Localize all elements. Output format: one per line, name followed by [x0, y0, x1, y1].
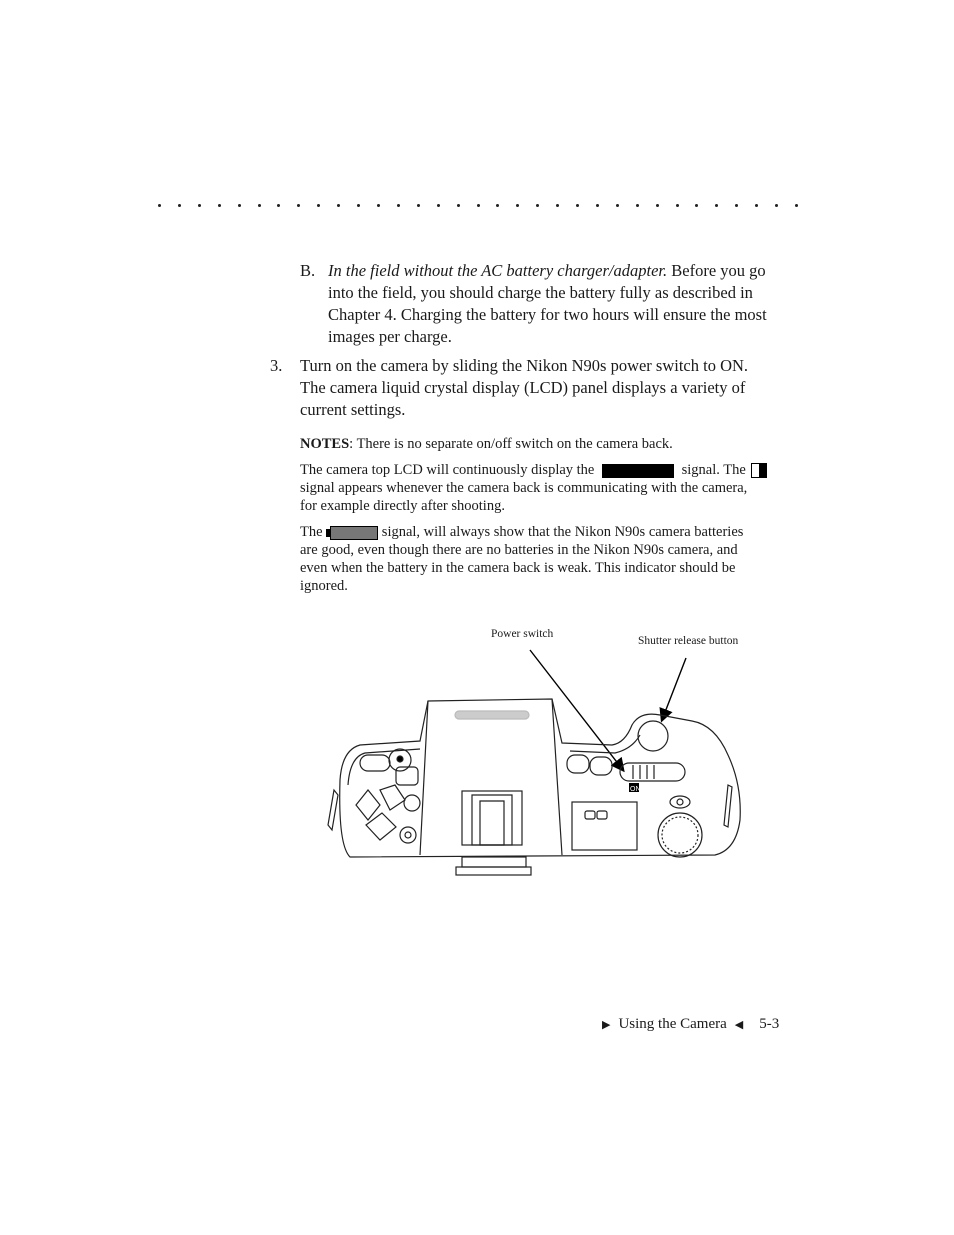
camera-top-illustration	[320, 645, 760, 880]
caption-shutter-release: Shutter release button	[638, 635, 739, 647]
left-triangle-icon: ◀	[734, 1019, 744, 1031]
power-switch-arrow	[530, 650, 623, 770]
dotted-rule	[158, 204, 798, 207]
lcd-signal-block	[602, 464, 674, 478]
item-b-italic: In the field without the AC battery charger/adapter.	[328, 261, 668, 280]
notes-line: NOTES: There is no separate on/off switch on the camera back.	[300, 436, 673, 452]
item-b-marker: B.	[300, 261, 316, 280]
battery-signal-icon	[326, 526, 378, 540]
comm-signal-icon	[751, 463, 767, 478]
item-b-text: In the field without the AC battery charger/adapter. Before you go into the field, you should charge the battery fully as described in Chapter 4. Charging the battery for two hours will ensure the most images per charge.	[328, 261, 767, 346]
notes-para2: The camera top LCD will continuously display the signal. The signal appears whenever the camera back is communicating with the camera, for example directly after shooting.	[300, 461, 800, 515]
page-footer	[602, 1016, 779, 1033]
right-triangle-icon: ▶	[602, 1019, 611, 1031]
shutter-arrow	[662, 658, 686, 720]
notes-label: NOTES	[300, 436, 350, 452]
caption-power-switch: Power switch	[491, 628, 554, 640]
notes-para3: The signal, will always show that the Nikon N90s camera batteries are good, even though there are no batteries in the Nikon N90s camera, and even when the battery in the camera back is weak. This indicator should be ignored.	[300, 524, 744, 594]
footer-section: Using the Camera	[618, 1016, 727, 1032]
on-indicator: ON	[630, 786, 641, 793]
item-3-text: Turn on the camera by sliding the Nikon N90s power switch to ON. The camera liquid crystal display (LCD) panel displays a variety of current settings.	[300, 356, 749, 419]
footer-page-number: 5-3	[759, 1016, 780, 1032]
item-3-marker: 3.	[270, 356, 283, 375]
